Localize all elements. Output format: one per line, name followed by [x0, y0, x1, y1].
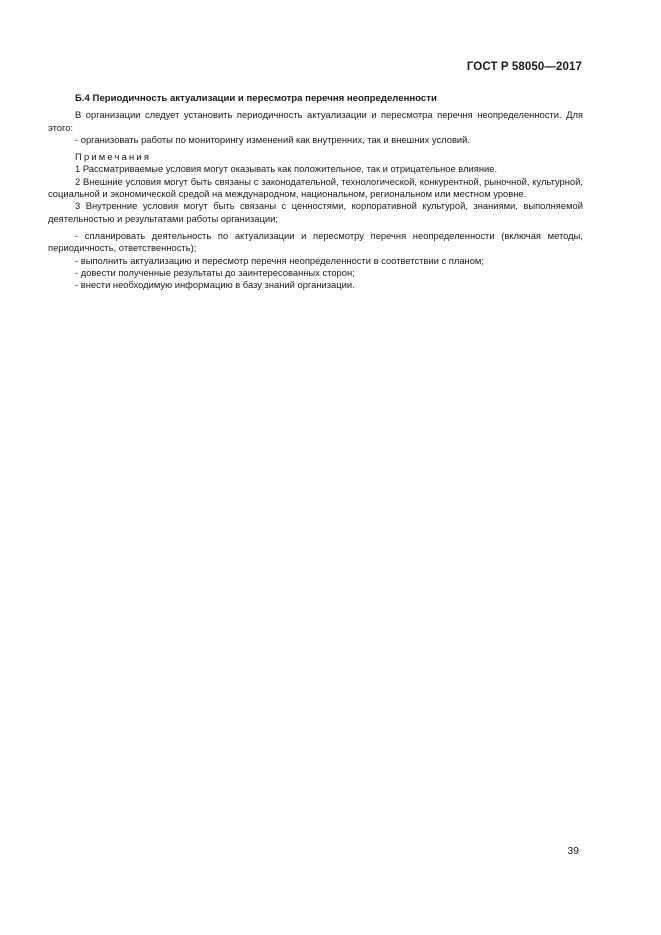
list-item-monitoring: - организовать работы по мониторингу изменений как внутренних, так и внешних условий.: [75, 133, 471, 145]
page-number: 39: [567, 845, 579, 857]
intro-paragraph: В организации следует установить периодичность актуализации и пересмотра перечня неопределенности. Для этого:: [48, 109, 583, 133]
note-1: 1 Рассматриваемые условия могут оказывать как положительное, так и отрицательное влияние.: [75, 163, 498, 175]
section-title: Б.4 Периодичность актуализации и пересмотра перечня неопределенности: [75, 93, 437, 104]
section-content: [48, 93, 583, 291]
note-3: 3 Внутренние условия могут быть связаны с ценностями, корпоративной культурой, знаниями, выполняемой деятельностью и результатами работы организации;: [48, 200, 583, 224]
document-code-header: ГОСТ Р 58050—2017: [466, 61, 582, 73]
note-2: 2 Внешние условия могут быть связаны с законодательной, технологической, конкурентной, рыночной, культурной, социальной и экономической средой на международном, национальном, региональном или местном уровне.: [48, 175, 583, 200]
list-item-communicate: - довести полученные результаты до заинтересованных сторон;: [75, 266, 355, 278]
list-item-execute: - выполнить актуализацию и пересмотр перечня неопределенности в соответствии с планом;: [75, 254, 484, 266]
list-item-plan: - спланировать деятельность по актуализации и пересмотру перечня неопределенности (включая методы, периодичность, ответственность);: [48, 229, 583, 254]
list-item-knowledge-base: - внести необходимую информацию в базу знаний организации.: [75, 279, 355, 291]
notes-heading: Примечания: [75, 151, 152, 163]
